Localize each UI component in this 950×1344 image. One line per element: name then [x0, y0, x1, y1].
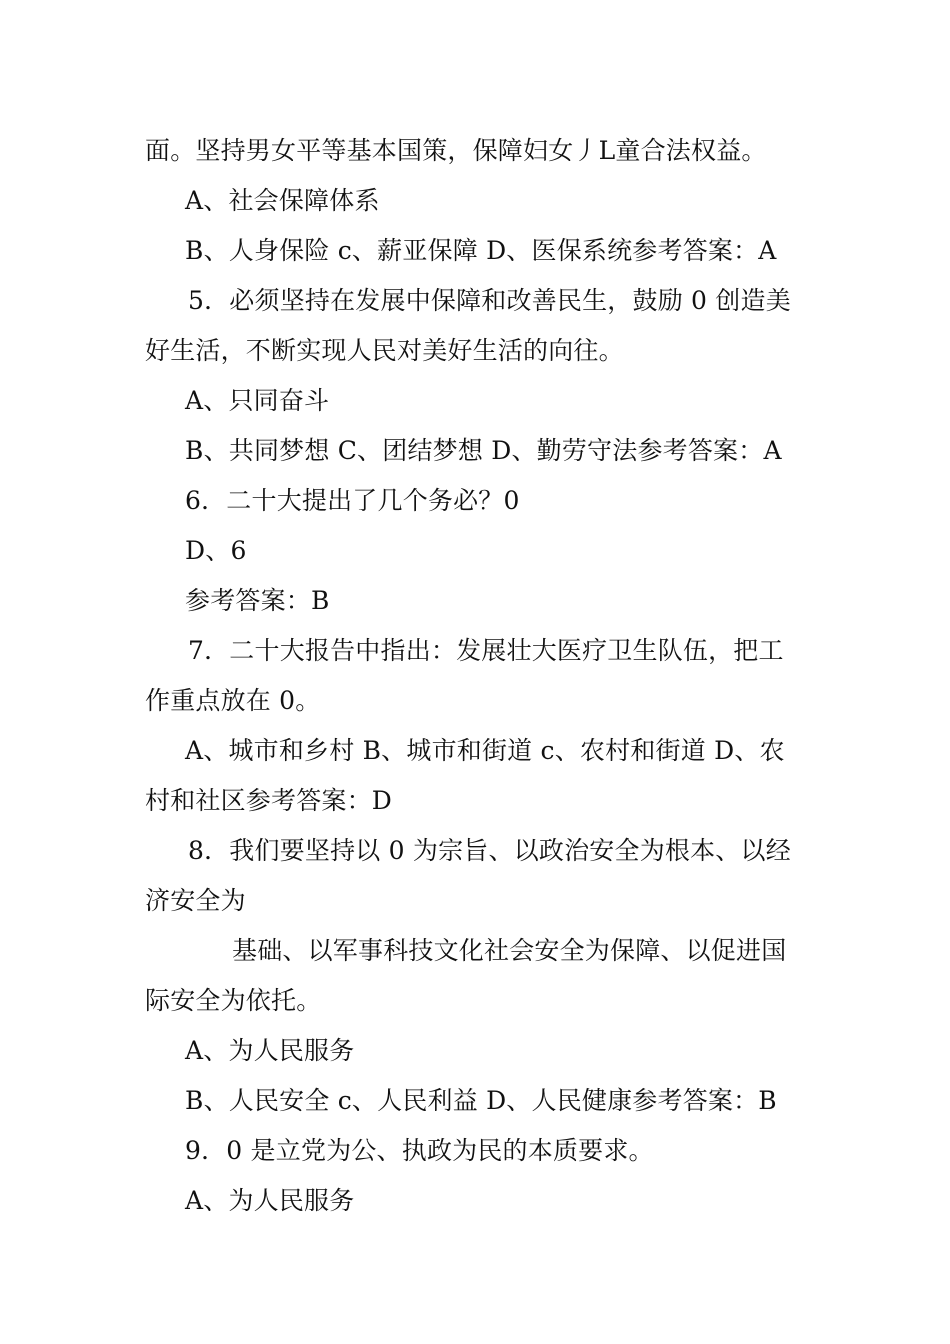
text-line: 际安全为依托。	[145, 986, 322, 1015]
text-line: 基础、以军事科技文化社会安全为保障、以促进国	[232, 936, 787, 965]
option-line: A、为人民服务	[185, 1036, 355, 1065]
question-line: 5．必须坚持在发展中保障和改善民生，鼓励 0 创造美	[188, 286, 791, 315]
option-line: A、只同奋斗	[185, 386, 330, 415]
question-line: 7．二十大报告中指出：发展壮大医疗卫生队伍，把工	[188, 636, 784, 665]
answer-line: 参考答案：B	[185, 586, 330, 615]
text-line: 济安全为	[145, 886, 246, 915]
text-line: 面。坚持男女平等基本国策，保障妇女丿L童合法权益。	[145, 136, 767, 165]
option-answer-line: B、人身保险 c、薪亚保障 D、医保系统参考答案：A	[185, 236, 777, 265]
option-answer-line: B、共同梦想 C、团结梦想 D、勤劳守法参考答案：A	[185, 436, 782, 465]
option-answer-line: B、人民安全 c、人民利益 D、人民健康参考答案：B	[185, 1086, 777, 1115]
option-line: A、为人民服务	[185, 1186, 355, 1215]
option-line: A、社会保障体系	[185, 186, 380, 215]
option-line: D、6	[185, 536, 247, 565]
question-line: 9．0 是立党为公、执政为民的本质要求。	[185, 1136, 654, 1165]
answer-line: 村和社区参考答案：D	[145, 786, 393, 815]
question-line: 6．二十大提出了几个务必？0	[185, 486, 520, 515]
question-line: 8．我们要坚持以 0 为宗旨、以政治安全为根本、以经	[188, 836, 791, 865]
option-line: A、城市和乡村 B、城市和街道 c、农村和街道 D、农	[185, 736, 785, 765]
text-line: 作重点放在 0。	[145, 686, 321, 715]
text-line: 好生活，不断实现人民对美好生活的向往。	[145, 336, 624, 365]
